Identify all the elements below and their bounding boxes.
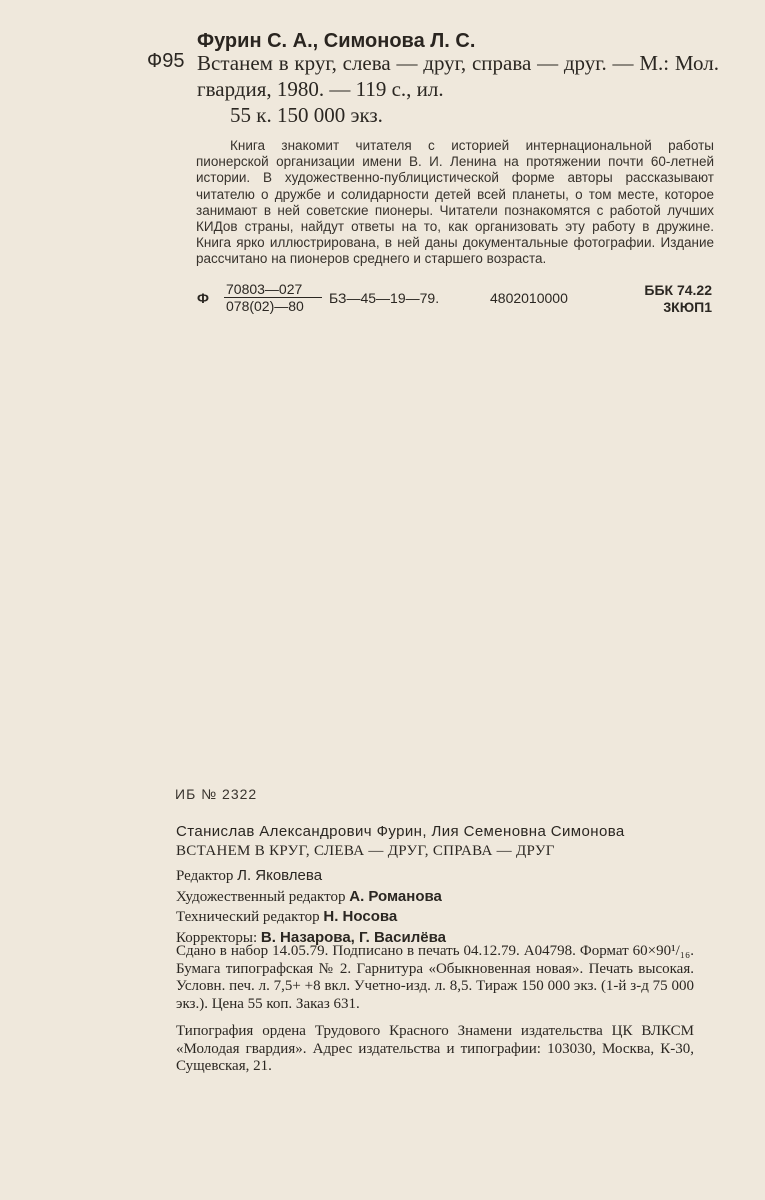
credit-person: Л. Яковлева	[237, 867, 323, 884]
credit-row-tech-editor	[176, 907, 446, 928]
credit-person: А. Романова	[349, 887, 442, 905]
credit-person: Н. Носова	[323, 908, 398, 925]
credit-role: Редактор	[176, 868, 238, 884]
credit-role: Корректоры:	[176, 929, 261, 946]
bbk-line-1: ББК 74.22	[644, 282, 712, 298]
book-title-caps: ВСТАНЕМ В КРУГ, СЛЕВА — ДРУГ, СПРАВА — ДРУГ	[176, 843, 555, 859]
credit-row-editor	[176, 866, 446, 887]
classification-denominator: 078(02)—80	[226, 298, 304, 314]
credit-person: В. Назарова, Г. Василёва	[260, 928, 446, 946]
classification-f-letter: Ф	[197, 290, 209, 306]
typography-info: Типография ордена Трудового Красного Знамени издательства ЦК ВЛКСМ «Молодая гвардия». Адрес издательства и типографии: 103030, Москва, К-30, Сущевская, 21.	[176, 1023, 694, 1074]
print-info: Сдано в набор 14.05.79. Подписано в печать 04.12.79. А04798. Формат 60×90¹/₁₆. Бумага типографская № 2. Гарнитура «Обыкновенная новая». Печать высокая. Условн. печ. л. 7,5+ +8 вкл. Учетно-изд. л. 8,5. Тираж 150 000 экз. (1-й з-д 75 000 экз.). Цена 55 коп. Заказ 631.	[176, 943, 694, 1012]
classification-bbk	[630, 282, 712, 316]
bbk-line-2: 3КЮП1	[663, 299, 712, 315]
card-price-run: 55 к. 150 000 экз.	[230, 103, 383, 127]
credit-role: Технический редактор	[176, 909, 324, 925]
classification-bz: БЗ—45—19—79.	[329, 290, 440, 306]
author-full-names: Станислав Александрович Фурин, Лия Семеновна Симонова	[176, 823, 625, 840]
credit-row-art-editor	[176, 887, 446, 908]
classification-code: 4802010000	[490, 290, 568, 306]
card-annotation: Книга знакомит читателя с историей интернациональной работы пионерской организации имени В. И. Ленина на протяжении почти 60-летней истории. В художественно-публицистической форме авторы рассказывают читателю о дружбе и солидарности детей всей планеты, о том месте, которое занимают в ней советские пионеры. Читатели познакомятся с работой лучших КИДов страны, найдут ответы на то, как организовать эту работу в дружине. Книга ярко иллюстрирована, в ней даны документальные фотографии. Издание рассчитано на пионеров среднего и старшего возраста.	[196, 138, 714, 267]
ib-number: ИБ № 2322	[175, 786, 258, 802]
classification-numerator: 70803—027	[226, 281, 303, 297]
credit-role: Художественный редактор	[176, 888, 350, 905]
card-authors: Фурин С. А., Симонова Л. С.	[197, 30, 476, 52]
card-index: Ф95	[147, 50, 185, 72]
credits-list	[176, 866, 446, 948]
card-title-text: Встанем в круг, слева — друг, справа — друг. — М.: Мол. гвардия, 1980. — 119 с., ил.	[197, 51, 719, 101]
